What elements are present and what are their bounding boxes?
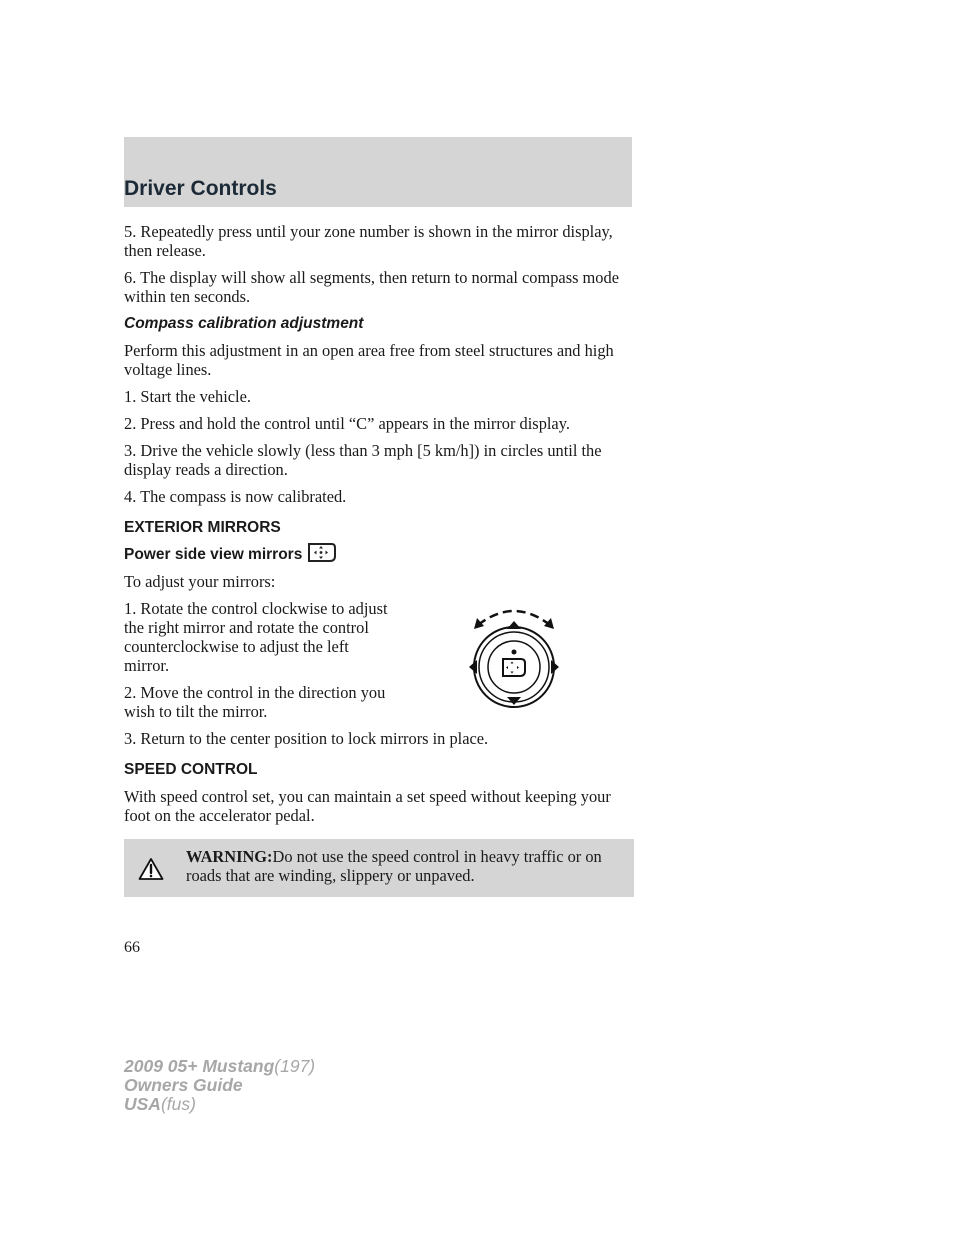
mirror-intro: To adjust your mirrors:: [124, 572, 276, 591]
footer-market-code: (fus): [160, 1094, 196, 1114]
footer-line-1: [124, 1057, 315, 1076]
calibration-step-2: 2. Press and hold the control until “C” appears in the mirror display.: [124, 414, 570, 433]
calibration-intro: Perform this adjustment in an open area free from steel structures and high voltage lines.: [124, 341, 614, 379]
footer-model-code: (197): [274, 1056, 316, 1076]
warning-triangle-icon: [138, 857, 186, 885]
footer-model: 2009 05+ Mustang: [124, 1056, 275, 1076]
calibration-heading: Compass calibration adjustment: [124, 315, 364, 332]
footer-guide: Owners Guide: [124, 1075, 243, 1095]
exterior-mirrors-heading: EXTERIOR MIRRORS: [124, 519, 281, 536]
footer: [124, 1057, 315, 1114]
power-mirrors-heading: Power side view mirrors: [124, 546, 303, 563]
mirror-step-1: 1. Rotate the control clockwise to adjust the right mirror and rotate the control counterclockwise to adjust the left mirror.: [124, 599, 388, 675]
footer-line-2: [124, 1076, 315, 1095]
warning-message: Do not use the speed control in heavy traffic or on roads that are winding, slippery or unpaved.: [186, 847, 602, 885]
step-5: 5. Repeatedly press until your zone number is shown in the mirror display, then release.: [124, 222, 613, 260]
speed-control-heading: SPEED CONTROL: [124, 761, 258, 778]
calibration-step-3: 3. Drive the vehicle slowly (less than 3 mph [5 km/h]) in circles until the display reads a direction.: [124, 441, 602, 479]
calibration-step-4: 4. The compass is now calibrated.: [124, 487, 347, 506]
footer-market: USA: [124, 1094, 161, 1114]
page-content: [124, 222, 634, 897]
page-number: 66: [124, 939, 140, 956]
speed-control-intro: With speed control set, you can maintain a set speed without keeping your foot on the accelerator pedal.: [124, 787, 611, 825]
step-6: 6. The display will show all segments, then return to normal compass mode within ten seconds.: [124, 268, 619, 306]
mirror-step-3: 3. Return to the center position to lock mirrors in place.: [124, 729, 489, 748]
mirror-control-diagram: [464, 601, 564, 713]
mirror-instructions: [124, 572, 394, 721]
warning-box: [124, 839, 634, 897]
footer-line-3: [124, 1095, 315, 1114]
warning-label: WARNING:: [186, 847, 273, 866]
section-title: Driver Controls: [124, 177, 277, 200]
warning-text: [186, 847, 620, 885]
mirror-section: [124, 545, 634, 748]
calibration-step-1: 1. Start the vehicle.: [124, 387, 251, 406]
power-mirrors-heading-row: [124, 545, 634, 572]
mirror-step-2: 2. Move the control in the direction you wish to tilt the mirror.: [124, 683, 386, 721]
mirror-icon: [306, 541, 338, 569]
